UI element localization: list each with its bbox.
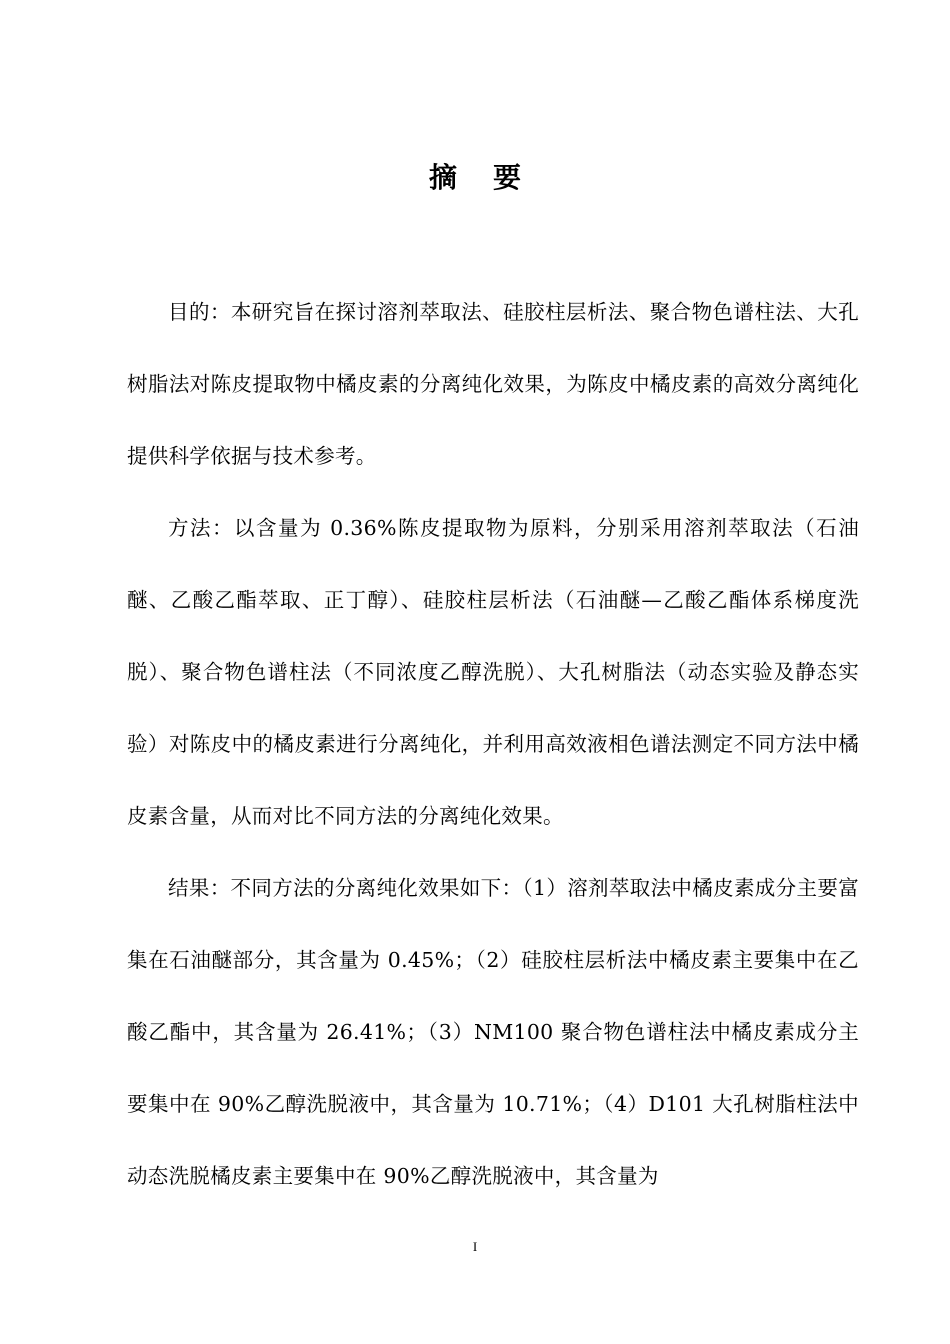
paragraph-results: 结果：不同方法的分离纯化效果如下：（1）溶剂萃取法中橘皮素成分主要富集在石油醚部分，其含量为 0.45%；（2）硅胶柱层析法中橘皮素主要集中在乙酸乙酯中，其含量为 26.41%；（3）NM100 聚合物色谱柱法中橘皮素成分主要集中在 90%乙醇洗脱液中，其含量为 10.71%；（4）D101 大孔树脂柱法中动态洗脱橘皮素主要集中在 90%乙醇洗脱液中，其含量为 <box>127 876 859 1188</box>
page-number: I <box>472 1239 478 1254</box>
paragraph-objective: 目的：本研究旨在探讨溶剂萃取法、硅胶柱层析法、聚合物色谱柱法、大孔树脂法对陈皮提取物中橘皮素的分离纯化效果，为陈皮中橘皮素的高效分离纯化提供科学依据与技术参考。 <box>127 300 859 468</box>
abstract-body <box>127 276 859 1212</box>
abstract-title: 摘要 <box>428 161 557 194</box>
paragraph-methods: 方法：以含量为 0.36%陈皮提取物为原料，分别采用溶剂萃取法（石油醚、乙酸乙酯萃取、正丁醇）、硅胶柱层析法（石油醚—乙酸乙酯体系梯度洗脱）、聚合物色谱柱法（不同浓度乙醇洗脱）、大孔树脂法（动态实验及静态实验）对陈皮中的橘皮素进行分离纯化，并利用高效液相色谱法测定不同方法中橘皮素含量，从而对比不同方法的分离纯化效果。 <box>127 516 859 828</box>
